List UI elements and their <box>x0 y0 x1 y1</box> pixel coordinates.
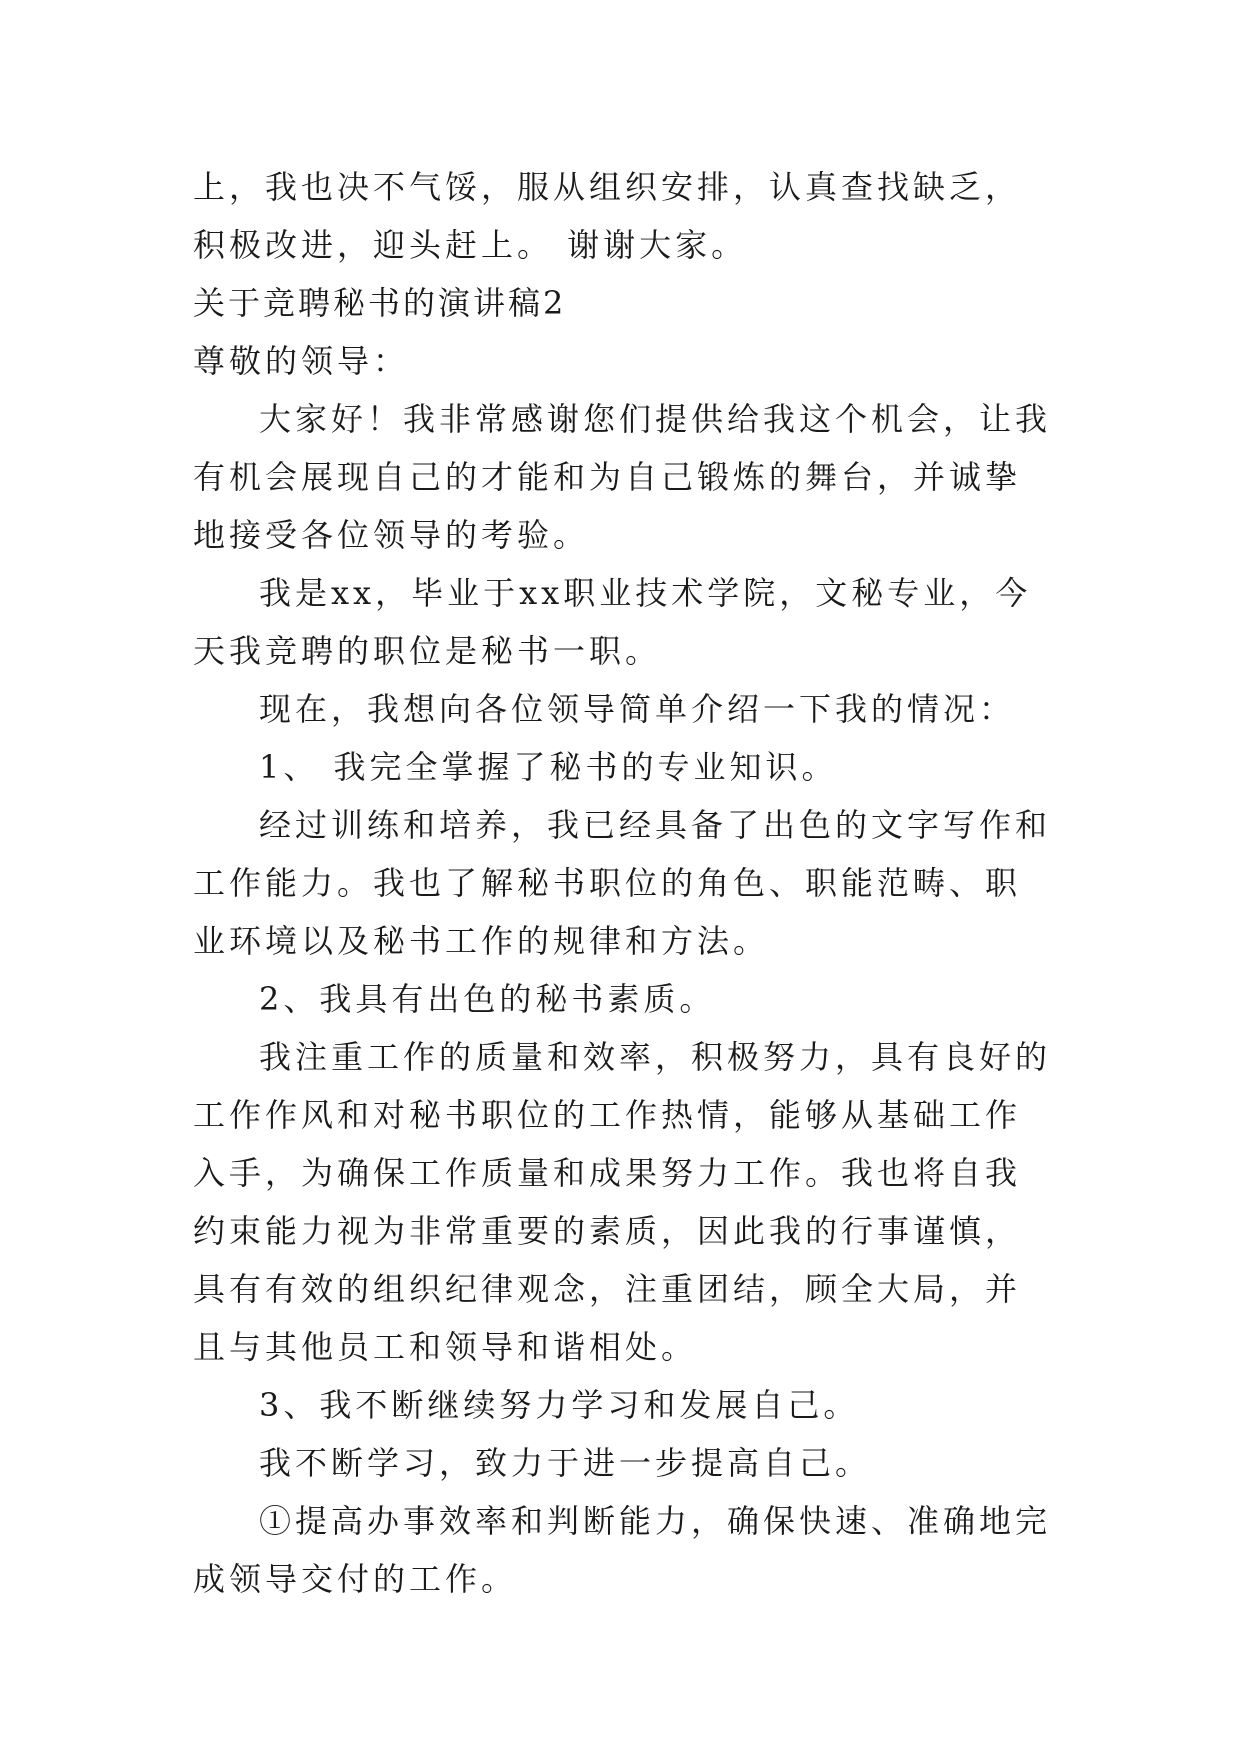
sub-item-1: ①提高办事效率和判断能力，确保快速、准确地完成领导交付的工作。 <box>193 1502 1052 1598</box>
section-title: 关于竞聘秘书的演讲稿2 <box>193 284 567 322</box>
list-item-3: 3、我不断继续努力学习和发展自己。 <box>259 1386 860 1424</box>
paragraph-knowledge: 经过训练和培养，我已经具备了出色的文字写作和工作能力。我也了解秘书职位的角色、职能范畴、职业环境以及秘书工作的规律和方法。 <box>193 806 1052 960</box>
document-body <box>193 158 1053 1608</box>
paragraph-learning: 我不断学习，致力于进一步提高自己。 <box>259 1444 872 1482</box>
paragraph-qualities: 我注重工作的质量和效率，积极努力，具有良好的工作作风和对秘书职位的工作热情，能够从基础工作入手，为确保工作质量和成果努力工作。我也将自我约束能力视为非常重要的素质，因此我的行事谨慎，具有有效的组织纪律观念，注重团结，顾全大局，并且与其他员工和领导和谐相处。 <box>193 1038 1052 1366</box>
paragraph-overview: 现在，我想向各位领导简单介绍一下我的情况： <box>259 690 1016 728</box>
salutation: 尊敬的领导： <box>193 342 410 380</box>
list-item-1: 1、 我完全掌握了秘书的专业知识。 <box>259 748 838 786</box>
list-item-2: 2、我具有出色的秘书素质。 <box>259 980 716 1018</box>
paragraph-greeting: 大家好！我非常感谢您们提供给我这个机会，让我有机会展现自己的才能和为自己锻炼的舞台，并诚挚地接受各位领导的考验。 <box>193 400 1052 554</box>
paragraph-introduction: 我是xx，毕业于xx职业技术学院，文秘专业，今天我竞聘的职位是秘书一职。 <box>193 574 1032 670</box>
paragraph-closing: 上，我也决不气馁，服从组织安排，认真查找缺乏，积极改进，迎头赶上。 谢谢大家。 <box>193 168 1022 264</box>
